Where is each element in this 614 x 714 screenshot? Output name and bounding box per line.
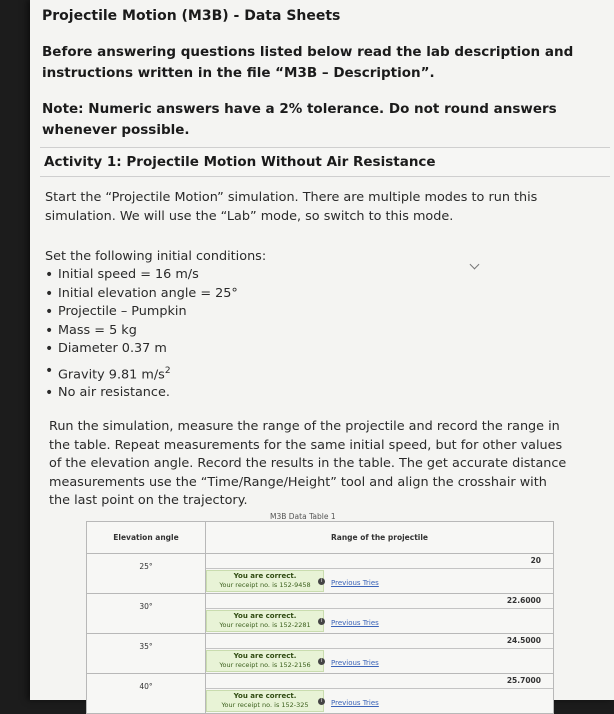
column-header-range: Range of the projectile [206, 522, 554, 554]
table-row [87, 554, 554, 594]
condition-item: • Initial speed = 16 m/s [45, 266, 238, 285]
intro-text: Start the “Projectile Motion” simulation. There are multiple modes to run this simulation. We will use the “Lab” mode, so switch to this mode. [45, 190, 538, 224]
previous-tries-link[interactable]: Previous Tries [331, 659, 379, 667]
activity-header [40, 147, 610, 177]
condition-item: • Projectile – Pumpkin [45, 303, 238, 322]
table-caption: M3B Data Table 1 [270, 512, 336, 521]
instruction-text: Before answering questions listed below read the lab description and instructions written in the file “M3B – Description”. [42, 44, 574, 81]
feedback-box: You are correct. Your receipt no. is 152-9458 i Previous Tries [206, 569, 553, 593]
chevron-down-icon [470, 260, 480, 270]
info-icon[interactable]: i [318, 578, 325, 585]
condition-item: • Initial elevation angle = 25° [45, 285, 238, 304]
previous-tries-link[interactable]: Previous Tries [331, 579, 379, 587]
previous-tries-link[interactable]: Previous Tries [331, 619, 379, 627]
range-value[interactable]: 24.5000 [206, 634, 553, 649]
column-header-angle: Elevation angle [87, 522, 206, 554]
conditions-heading: Set the following initial conditions: [45, 249, 267, 264]
page-title: Projectile Motion (M3B) - Data Sheets [42, 8, 341, 24]
feedback-box: You are correct. Your receipt no. is 152-2156 i Previous Tries [206, 649, 553, 673]
table-row [87, 674, 554, 714]
range-value[interactable]: 20 [206, 554, 553, 569]
info-icon[interactable]: i [318, 658, 325, 665]
feedback-box: You are correct. Your receipt no. is 152-325 i Previous Tries [206, 689, 553, 713]
angle-cell: 40° [87, 674, 206, 714]
table-row [87, 594, 554, 634]
condition-item: • Diameter 0.37 m [45, 340, 238, 359]
note-text: Note: Numeric answers have a 2% tolerance. Do not round answers whenever possible. [42, 101, 557, 138]
table-row [87, 634, 554, 674]
data-table [86, 521, 554, 714]
angle-cell: 30° [87, 594, 206, 634]
run-instructions: Run the simulation, measure the range of the projectile and record the range in the table. Repeat measurements for the same initial speed, but for other values of the elevation angle. Record the results in the table. The get accurate distance measurements use the “Time/Range/Height” tool and align the crosshair with the last point on the trajectory. [49, 419, 567, 508]
condition-item: • Mass = 5 kg [45, 322, 238, 341]
conditions-list [45, 266, 238, 403]
info-icon[interactable]: i [318, 698, 325, 705]
feedback-box: You are correct. Your receipt no. is 152-2281 i Previous Tries [206, 609, 553, 633]
previous-tries-link[interactable]: Previous Tries [331, 699, 379, 707]
range-value[interactable]: 22.6000 [206, 594, 553, 609]
condition-item: • Gravity 9.81 $m/s^2$ [45, 362, 238, 385]
angle-cell: 25° [87, 554, 206, 594]
angle-cell: 35° [87, 634, 206, 674]
data-sheet [30, 0, 614, 709]
range-value[interactable]: 25.7000 [206, 674, 553, 689]
condition-item: • No air resistance. [45, 384, 238, 403]
info-icon[interactable]: i [318, 618, 325, 625]
activity-heading: Activity 1: Projectile Motion Without Air Resistance [44, 154, 436, 170]
